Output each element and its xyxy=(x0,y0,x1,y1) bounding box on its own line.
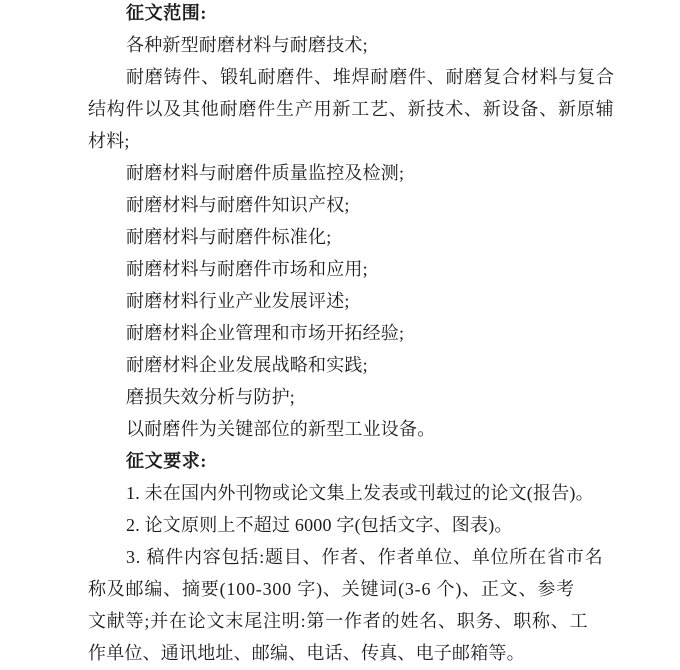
requirement-item-line: 3. 稿件内容包括:题目、作者、作者单位、单位所在省市名 xyxy=(126,547,604,567)
scope-item-line: 磨损失效分析与防护; xyxy=(126,387,295,407)
requirement-item-line: 称及邮编、摘要(100-300 字)、关键词(3-6 个)、正文、参考 xyxy=(88,579,575,599)
scope-item-line: 耐磨材料行业产业发展评述; xyxy=(126,291,350,311)
scope-item-line: 耐磨材料与耐磨件质量监控及检测; xyxy=(126,163,405,183)
section-heading-scope: 征文范围: xyxy=(126,3,207,23)
scope-item-line: 结构件以及其他耐磨件生产用新工艺、新技术、新设备、新原辅 xyxy=(88,99,615,119)
text-block xyxy=(88,0,615,669)
section-heading-requirements: 征文要求: xyxy=(126,451,207,471)
scope-item-line: 各种新型耐磨材料与耐磨技术; xyxy=(126,35,368,55)
requirement-item-line: 文献等;并在论文末尾注明:第一作者的姓名、职务、职称、工 xyxy=(88,611,589,631)
scope-item-line: 耐磨材料与耐磨件标准化; xyxy=(126,227,332,247)
scope-item-line: 耐磨材料与耐磨件市场和应用; xyxy=(126,259,368,279)
scope-item-line: 以耐磨件为关键部位的新型工业设备。 xyxy=(126,419,436,439)
requirement-item-line: 1. 未在国内外刊物或论文集上发表或刊载过的论文(报告)。 xyxy=(126,483,594,503)
requirement-item-line: 作单位、通讯地址、邮编、电话、传真、电子邮箱等。 xyxy=(88,643,525,663)
scope-item-line: 耐磨材料企业管理和市场开拓经验; xyxy=(126,323,405,343)
requirement-item-line: 2. 论文原则上不超过 6000 字(包括文字、图表)。 xyxy=(126,515,513,535)
scope-item-line: 耐磨材料与耐磨件知识产权; xyxy=(126,195,350,215)
scope-item-line: 耐磨材料企业发展战略和实践; xyxy=(126,355,368,375)
scope-item-line: 耐磨铸件、锻轧耐磨件、堆焊耐磨件、耐磨复合材料与复合 xyxy=(126,67,615,87)
scope-item-line: 材料; xyxy=(88,131,130,151)
